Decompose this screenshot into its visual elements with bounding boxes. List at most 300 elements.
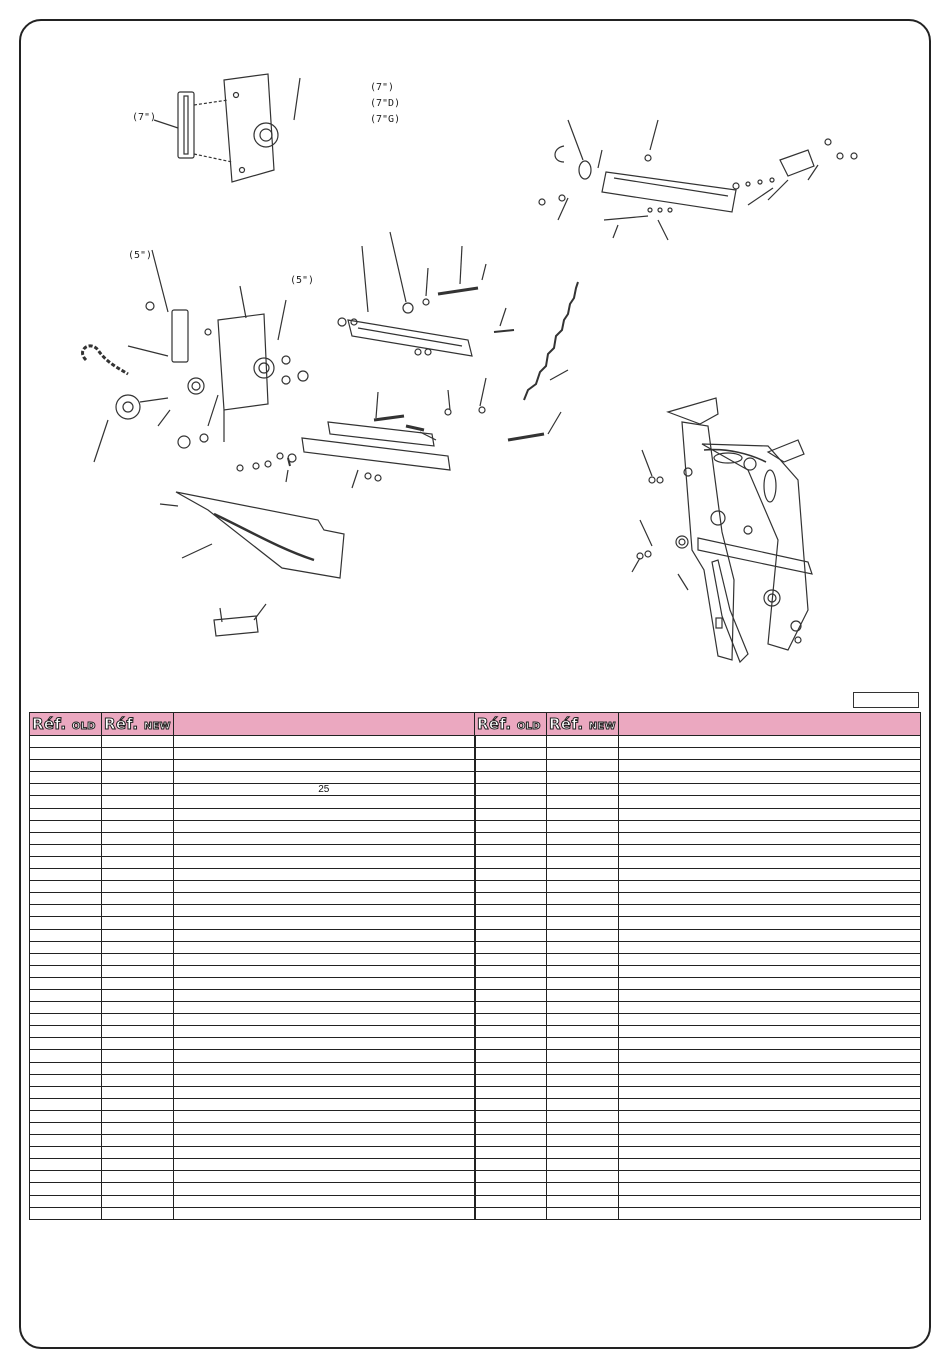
cell-description-right: [619, 1183, 921, 1195]
cell-ref-old-right: [475, 881, 547, 893]
cell-ref-new-left: [102, 1123, 174, 1135]
cell-ref-new-right: [547, 1098, 619, 1110]
header-description-left: [174, 713, 475, 736]
cell-ref-old-right: [475, 1183, 547, 1195]
cell-ref-old-right: [475, 869, 547, 881]
cell-ref-old-right: [475, 1038, 547, 1050]
cell-description-right: [619, 832, 921, 844]
header-ref-old-right: Réf. OLD: [475, 713, 547, 736]
cell-ref-new-left: [102, 1002, 174, 1014]
cell-description-right: [619, 1123, 921, 1135]
cell-ref-old-right: [475, 1159, 547, 1171]
cell-description-left: [174, 1026, 475, 1038]
cell-ref-new-left: [102, 808, 174, 820]
cell-description-right: [619, 1207, 921, 1219]
cell-ref-old-left: [30, 881, 102, 893]
cell-description-right: [619, 748, 921, 760]
cell-ref-old-left: [30, 965, 102, 977]
cell-ref-old-right: [475, 844, 547, 856]
lower-link-arm: [237, 378, 561, 488]
cell-ref-new-left: [102, 1171, 174, 1183]
cell-description-right: [619, 736, 921, 748]
table-row: [30, 1074, 921, 1086]
cell-ref-new-right: [547, 1159, 619, 1171]
cell-description-right: [619, 893, 921, 905]
cell-description-right: [619, 1171, 921, 1183]
cell-description-right: [619, 953, 921, 965]
cell-ref-old-right: [475, 772, 547, 784]
table-row: [30, 881, 921, 893]
header-ref-new-right: Réf. NEW: [547, 713, 619, 736]
cell-ref-old-right: [475, 1195, 547, 1207]
cell-ref-old-left: [30, 1038, 102, 1050]
cell-description-right: [619, 1026, 921, 1038]
cell-description-left: [174, 832, 475, 844]
cell-ref-new-left: [102, 965, 174, 977]
reference-box: [853, 692, 919, 708]
cell-description-right: [619, 1159, 921, 1171]
cell-ref-new-left: [102, 1038, 174, 1050]
callout-5in-left: (5"): [128, 250, 153, 261]
table-row: [30, 953, 921, 965]
table-row: [30, 1171, 921, 1183]
cell-ref-new-left: [102, 1014, 174, 1026]
cell-ref-old-left: [30, 953, 102, 965]
table-row: [30, 1159, 921, 1171]
cell-description-left: [174, 1123, 475, 1135]
cell-ref-new-right: [547, 772, 619, 784]
cell-description-left: [174, 1014, 475, 1026]
cell-description-right: [619, 1147, 921, 1159]
table-row: [30, 941, 921, 953]
cell-ref-new-left: [102, 977, 174, 989]
cell-ref-old-left: [30, 1026, 102, 1038]
cell-description-left: [174, 1062, 475, 1074]
top-left-bracket-assembly: [154, 74, 300, 182]
table-header-row: [30, 713, 921, 736]
middle-left-drive-assembly: [83, 250, 308, 462]
table-row: [30, 1183, 921, 1195]
cell-ref-new-right: [547, 977, 619, 989]
cell-ref-new-left: [102, 1026, 174, 1038]
cell-description-left: [174, 893, 475, 905]
cell-ref-old-left: [30, 1002, 102, 1014]
cell-ref-old-right: [475, 953, 547, 965]
table-row: [30, 977, 921, 989]
cell-description-right: [619, 965, 921, 977]
table-row: [30, 893, 921, 905]
cell-ref-new-right: [547, 1002, 619, 1014]
cell-description-left: [174, 1147, 475, 1159]
cell-ref-old-right: [475, 1207, 547, 1219]
cell-ref-new-left: [102, 989, 174, 1001]
cell-ref-new-right: [547, 832, 619, 844]
cell-ref-old-left: [30, 784, 102, 796]
cell-ref-new-right: [547, 989, 619, 1001]
cell-ref-old-left: [30, 1147, 102, 1159]
cell-ref-old-right: [475, 1026, 547, 1038]
cell-ref-old-right: [475, 977, 547, 989]
cell-description-right: [619, 1135, 921, 1147]
cell-ref-old-left: [30, 1086, 102, 1098]
cell-description-left: [174, 1110, 475, 1122]
cell-ref-old-right: [475, 1110, 547, 1122]
cell-description-left: [174, 1038, 475, 1050]
cell-ref-new-left: [102, 1062, 174, 1074]
cell-description-left: [174, 977, 475, 989]
cell-ref-new-left: [102, 820, 174, 832]
table-row: [30, 1002, 921, 1014]
cell-description-right: [619, 929, 921, 941]
cell-ref-old-right: [475, 1123, 547, 1135]
clip-part: [214, 604, 266, 636]
cell-ref-new-left: [102, 1183, 174, 1195]
cell-ref-new-right: [547, 856, 619, 868]
cell-ref-new-left: [102, 844, 174, 856]
cell-ref-old-left: [30, 929, 102, 941]
cell-ref-old-left: [30, 1014, 102, 1026]
cell-description-left: [174, 1074, 475, 1086]
table-row: [30, 1014, 921, 1026]
cell-description-right: [619, 796, 921, 808]
cell-description-right: [619, 1086, 921, 1098]
cell-description-left: [174, 1183, 475, 1195]
cell-description-left: [174, 869, 475, 881]
cell-ref-new-left: [102, 869, 174, 881]
cell-ref-new-left: [102, 784, 174, 796]
cell-description-left: [174, 760, 475, 772]
cell-ref-new-left: [102, 856, 174, 868]
cell-ref-new-left: [102, 1086, 174, 1098]
cell-description-right: [619, 1014, 921, 1026]
table-row: [30, 1147, 921, 1159]
cell-ref-old-left: [30, 796, 102, 808]
cell-ref-old-left: [30, 1195, 102, 1207]
table-row: [30, 917, 921, 929]
cell-ref-new-left: [102, 736, 174, 748]
cell-ref-old-left: [30, 1183, 102, 1195]
cell-ref-new-right: [547, 965, 619, 977]
cell-description-left: [174, 1002, 475, 1014]
cell-ref-old-right: [475, 1171, 547, 1183]
cell-ref-new-left: [102, 772, 174, 784]
cell-ref-new-left: [102, 1207, 174, 1219]
cell-ref-new-right: [547, 1171, 619, 1183]
cell-ref-new-right: [547, 1183, 619, 1195]
cell-ref-old-left: [30, 941, 102, 953]
table-row: [30, 820, 921, 832]
cell-description-right: [619, 1038, 921, 1050]
cell-description-left: [174, 941, 475, 953]
cell-ref-new-left: [102, 832, 174, 844]
cell-ref-new-right: [547, 736, 619, 748]
table-row: [30, 1026, 921, 1038]
cell-ref-new-left: [102, 953, 174, 965]
cell-ref-old-right: [475, 893, 547, 905]
table-row: [30, 760, 921, 772]
cell-ref-new-left: [102, 1195, 174, 1207]
cell-description-right: [619, 856, 921, 868]
cell-ref-new-right: [547, 796, 619, 808]
cell-description-right: [619, 905, 921, 917]
cell-ref-old-right: [475, 905, 547, 917]
cell-description-left: [174, 1086, 475, 1098]
table-row: [30, 796, 921, 808]
table-row: [30, 1123, 921, 1135]
table-row: [30, 965, 921, 977]
cell-description-right: [619, 941, 921, 953]
header-ref-old-left: Réf. OLD: [30, 713, 102, 736]
cell-ref-new-left: [102, 941, 174, 953]
cell-ref-old-left: [30, 1098, 102, 1110]
cell-ref-old-right: [475, 965, 547, 977]
cell-ref-new-left: [102, 760, 174, 772]
table-row: [30, 989, 921, 1001]
cell-ref-old-right: [475, 1135, 547, 1147]
cell-ref-old-right: [475, 736, 547, 748]
table-row: [30, 929, 921, 941]
cell-description-right: [619, 784, 921, 796]
cell-description-left: [174, 844, 475, 856]
cell-description-right: [619, 1050, 921, 1062]
cell-ref-new-left: [102, 917, 174, 929]
cell-ref-new-right: [547, 748, 619, 760]
cell-ref-old-left: [30, 977, 102, 989]
cell-description-left: [174, 1207, 475, 1219]
table-row: [30, 1135, 921, 1147]
callout-7in-g: (7"G): [370, 114, 401, 125]
cell-description-left: [174, 820, 475, 832]
cell-description-left: [174, 953, 475, 965]
table-row: [30, 1195, 921, 1207]
cell-description-right: [619, 844, 921, 856]
parts-table-body: [30, 736, 921, 1220]
cell-ref-old-left: [30, 869, 102, 881]
cell-description-left: [174, 881, 475, 893]
cell-ref-old-left: [30, 760, 102, 772]
cell-ref-new-right: [547, 1147, 619, 1159]
cell-ref-new-right: [547, 941, 619, 953]
table-row: [30, 808, 921, 820]
cell-description-right: [619, 1002, 921, 1014]
cell-description-left: [174, 917, 475, 929]
cell-ref-old-left: [30, 832, 102, 844]
cell-description-left: [174, 1195, 475, 1207]
callout-5in-right: (5"): [290, 275, 315, 286]
cell-ref-old-right: [475, 1014, 547, 1026]
cell-ref-old-right: [475, 748, 547, 760]
cell-ref-new-right: [547, 1050, 619, 1062]
cell-ref-old-right: [475, 1098, 547, 1110]
exploded-parts-diagram: [28, 50, 928, 690]
cell-ref-old-left: [30, 905, 102, 917]
cell-ref-old-right: [475, 1002, 547, 1014]
cell-ref-new-left: [102, 1098, 174, 1110]
table-row: [30, 832, 921, 844]
cell-ref-new-right: [547, 820, 619, 832]
upper-link-arm: [338, 232, 514, 356]
cell-description-left: [174, 856, 475, 868]
cell-ref-old-right: [475, 820, 547, 832]
cell-ref-old-left: [30, 1159, 102, 1171]
cell-ref-old-right: [475, 760, 547, 772]
cell-ref-old-left: [30, 1074, 102, 1086]
cell-description-right: [619, 977, 921, 989]
cell-ref-new-right: [547, 760, 619, 772]
cell-ref-old-right: [475, 989, 547, 1001]
cell-ref-old-right: [475, 1062, 547, 1074]
cell-description-right: [619, 917, 921, 929]
callout-7in: (7"): [370, 82, 395, 93]
cell-description-left: [174, 1050, 475, 1062]
table-row: [30, 772, 921, 784]
cell-description-right: [619, 869, 921, 881]
cell-ref-new-right: [547, 905, 619, 917]
cell-ref-old-right: [475, 917, 547, 929]
cell-description-left: [174, 965, 475, 977]
cell-ref-old-right: [475, 929, 547, 941]
table-row: [30, 844, 921, 856]
cell-description-left: [174, 929, 475, 941]
cell-ref-new-right: [547, 1038, 619, 1050]
cell-description-left: [174, 796, 475, 808]
cell-description-right: [619, 1062, 921, 1074]
cell-description-left: [174, 772, 475, 784]
cell-ref-old-left: [30, 820, 102, 832]
header-description-right: [619, 713, 921, 736]
cell-ref-new-right: [547, 1086, 619, 1098]
table-row: [30, 1038, 921, 1050]
cell-ref-old-left: [30, 1062, 102, 1074]
cell-ref-new-right: [547, 869, 619, 881]
table-row: [30, 1086, 921, 1098]
cell-ref-new-right: [547, 844, 619, 856]
cell-ref-new-right: [547, 1110, 619, 1122]
cell-ref-new-left: [102, 1135, 174, 1147]
cell-ref-new-left: [102, 929, 174, 941]
cell-ref-old-right: [475, 1074, 547, 1086]
cell-ref-old-left: [30, 1135, 102, 1147]
cell-ref-new-left: [102, 1147, 174, 1159]
table-row: [30, 905, 921, 917]
cell-description-left: 25: [174, 784, 475, 796]
cell-ref-new-right: [547, 1026, 619, 1038]
cell-description-right: [619, 989, 921, 1001]
cell-ref-old-right: [475, 808, 547, 820]
table-row: [30, 748, 921, 760]
cell-ref-old-left: [30, 917, 102, 929]
cell-description-left: [174, 1171, 475, 1183]
cell-ref-new-right: [547, 917, 619, 929]
table-row: [30, 1110, 921, 1122]
cell-ref-new-left: [102, 905, 174, 917]
cell-ref-new-right: [547, 1014, 619, 1026]
cell-ref-new-right: [547, 1062, 619, 1074]
cell-ref-new-left: [102, 881, 174, 893]
tension-spring: [524, 282, 578, 400]
cell-ref-new-right: [547, 808, 619, 820]
top-right-swing-arm: [539, 120, 857, 240]
cell-ref-old-right: [475, 796, 547, 808]
cell-ref-new-right: [547, 1135, 619, 1147]
cell-ref-old-left: [30, 772, 102, 784]
main-frame-assembly: [632, 398, 812, 662]
cell-description-left: [174, 808, 475, 820]
cell-description-left: [174, 989, 475, 1001]
header-ref-new-left: Réf. NEW: [102, 713, 174, 736]
cell-ref-new-left: [102, 1159, 174, 1171]
cell-ref-old-left: [30, 856, 102, 868]
cell-ref-old-left: [30, 989, 102, 1001]
cell-ref-new-left: [102, 1050, 174, 1062]
cell-ref-new-left: [102, 748, 174, 760]
table-row: [30, 1098, 921, 1110]
cell-ref-new-right: [547, 1074, 619, 1086]
cell-ref-old-right: [475, 1086, 547, 1098]
cell-ref-new-right: [547, 893, 619, 905]
cell-ref-new-right: [547, 881, 619, 893]
cell-description-right: [619, 808, 921, 820]
cell-ref-old-right: [475, 856, 547, 868]
cell-ref-old-right: [475, 784, 547, 796]
cell-description-left: [174, 1159, 475, 1171]
parts-table: [29, 712, 921, 1220]
cell-ref-new-left: [102, 893, 174, 905]
chain-guard: [160, 492, 344, 578]
cell-ref-old-right: [475, 941, 547, 953]
table-row: [30, 1207, 921, 1219]
callout-7in-d: (7"D): [370, 98, 401, 109]
cell-description-right: [619, 1098, 921, 1110]
cell-description-right: [619, 1110, 921, 1122]
cell-ref-old-left: [30, 1171, 102, 1183]
cell-ref-old-left: [30, 893, 102, 905]
cell-ref-new-right: [547, 784, 619, 796]
table-row: [30, 869, 921, 881]
cell-description-right: [619, 1195, 921, 1207]
cell-ref-old-right: [475, 1050, 547, 1062]
cell-ref-old-left: [30, 1207, 102, 1219]
cell-description-left: [174, 1098, 475, 1110]
cell-ref-old-left: [30, 1110, 102, 1122]
cell-ref-old-right: [475, 1147, 547, 1159]
cell-ref-new-right: [547, 929, 619, 941]
cell-description-right: [619, 1074, 921, 1086]
cell-description-left: [174, 748, 475, 760]
cell-ref-old-left: [30, 808, 102, 820]
cell-description-left: [174, 1135, 475, 1147]
cell-ref-old-left: [30, 748, 102, 760]
cell-ref-old-left: [30, 1050, 102, 1062]
cell-ref-new-right: [547, 953, 619, 965]
cell-ref-new-left: [102, 1074, 174, 1086]
cell-ref-old-left: [30, 736, 102, 748]
cell-ref-new-left: [102, 1110, 174, 1122]
table-row: [30, 856, 921, 868]
cell-ref-new-right: [547, 1207, 619, 1219]
cell-description-right: [619, 820, 921, 832]
cell-ref-old-left: [30, 844, 102, 856]
cell-ref-new-right: [547, 1195, 619, 1207]
table-row: [30, 736, 921, 748]
cell-ref-new-left: [102, 796, 174, 808]
cell-ref-new-right: [547, 1123, 619, 1135]
cell-ref-old-left: [30, 1123, 102, 1135]
cell-ref-old-right: [475, 832, 547, 844]
callout-7in-left: (7"): [132, 112, 157, 123]
cell-description-right: [619, 760, 921, 772]
table-row: [30, 1062, 921, 1074]
